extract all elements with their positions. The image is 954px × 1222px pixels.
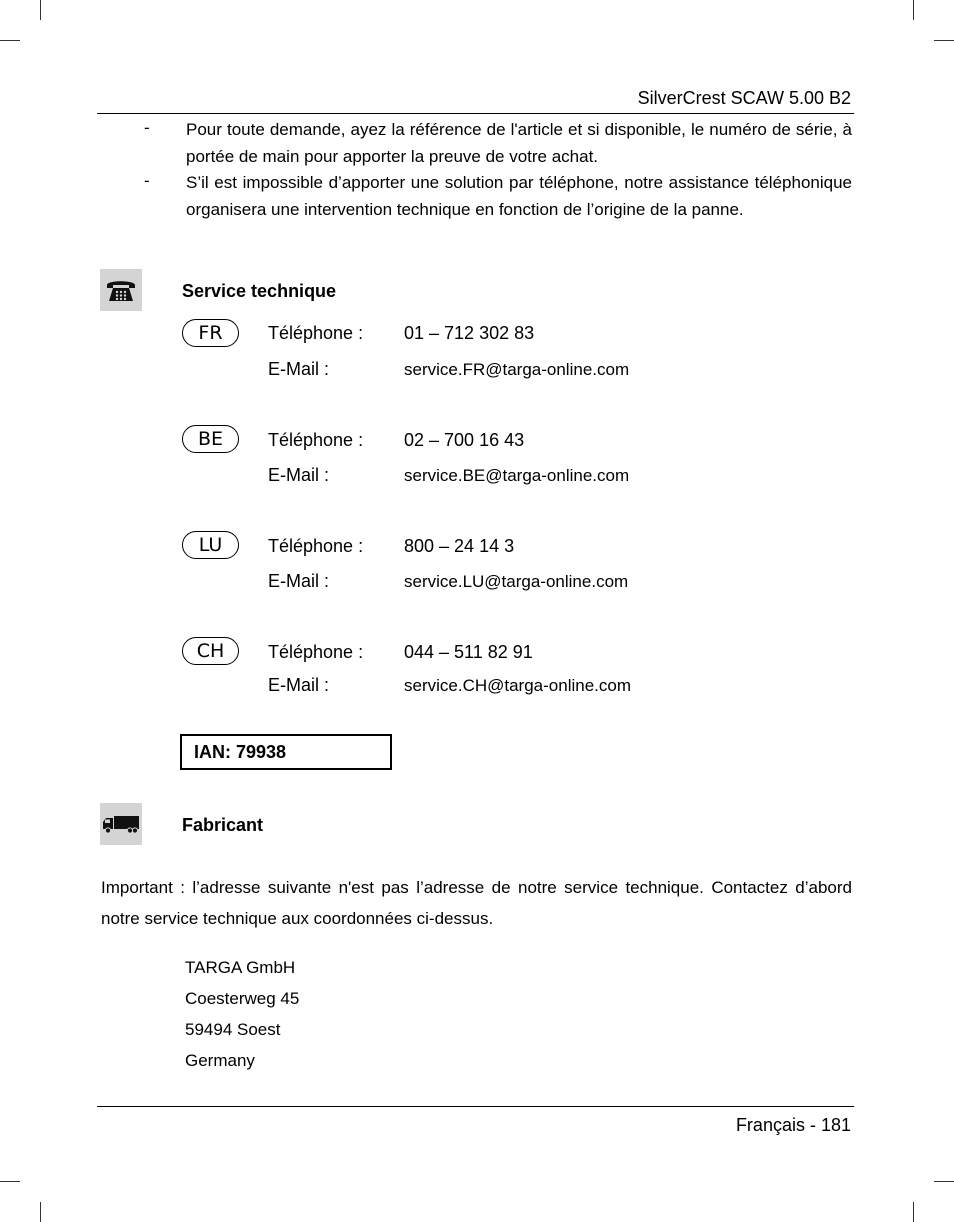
country-badge-lu: LU (182, 531, 239, 559)
section-title-manufacturer: Fabricant (182, 815, 264, 835)
email-fr: service.FR@targa-online.com (404, 360, 630, 379)
email-ch: service.CH@targa-online.com (404, 676, 632, 695)
bullet-text: S’il est impossible d’apporter une solution par téléphone, notre assistance téléphonique organisera une intervention technique en fonction de l’origine de la panne. (186, 173, 852, 219)
crop-mark (0, 1181, 20, 1182)
email-label: E-Mail : (268, 465, 330, 485)
phone-label: Téléphone : (268, 642, 364, 662)
address-line: TARGA GmbH (185, 958, 296, 977)
important-note: Important : l’adresse suivante n'est pas l’adresse de notre service technique. Contactez d’abord notre service technique aux coordonnées ci-dessus. (101, 878, 852, 928)
crop-mark (40, 0, 41, 20)
phone-number-fr: 01 – 712 302 83 (404, 323, 535, 343)
address-line: Germany (185, 1051, 255, 1070)
crop-mark (913, 0, 914, 20)
crop-mark (40, 1202, 41, 1222)
email-lu: service.LU@targa-online.com (404, 572, 629, 591)
telephone-icon (100, 269, 142, 311)
phone-label: Téléphone : (268, 430, 364, 450)
header-rule (97, 113, 854, 114)
crop-mark (913, 1202, 914, 1222)
address-line: Coesterweg 45 (185, 989, 300, 1008)
email-label: E-Mail : (268, 359, 330, 379)
country-badge-fr: FR (182, 319, 239, 347)
ian-box: IAN: 79938 (180, 734, 392, 770)
bullet-dash: - (144, 118, 150, 137)
page-number: Français - 181 (735, 1115, 851, 1135)
crop-mark (934, 1181, 954, 1182)
footer-rule (97, 1106, 854, 1107)
email-label: E-Mail : (268, 675, 330, 695)
bullet-dash: - (144, 171, 150, 190)
bullet-text: Pour toute demande, ayez la référence de l'article et si disponible, le numéro de série, à portée de main pour apporter la preuve de votre achat. (186, 120, 852, 166)
section-title-service: Service technique (182, 281, 337, 301)
phone-number-ch: 044 – 511 82 91 (404, 642, 533, 662)
country-badge-ch: CH (182, 637, 239, 665)
email-be: service.BE@targa-online.com (404, 466, 630, 485)
crop-mark (0, 40, 20, 41)
phone-number-lu: 800 – 24 14 3 (404, 536, 515, 556)
phone-label: Téléphone : (268, 536, 364, 556)
country-badge-be: BE (182, 425, 239, 453)
truck-icon (100, 803, 142, 845)
email-label: E-Mail : (268, 571, 330, 591)
address-line: 59494 Soest (185, 1020, 281, 1039)
header-title: SilverCrest SCAW 5.00 B2 (637, 88, 851, 108)
phone-number-be: 02 – 700 16 43 (404, 430, 525, 450)
phone-label: Téléphone : (268, 323, 364, 343)
crop-mark (934, 40, 954, 41)
